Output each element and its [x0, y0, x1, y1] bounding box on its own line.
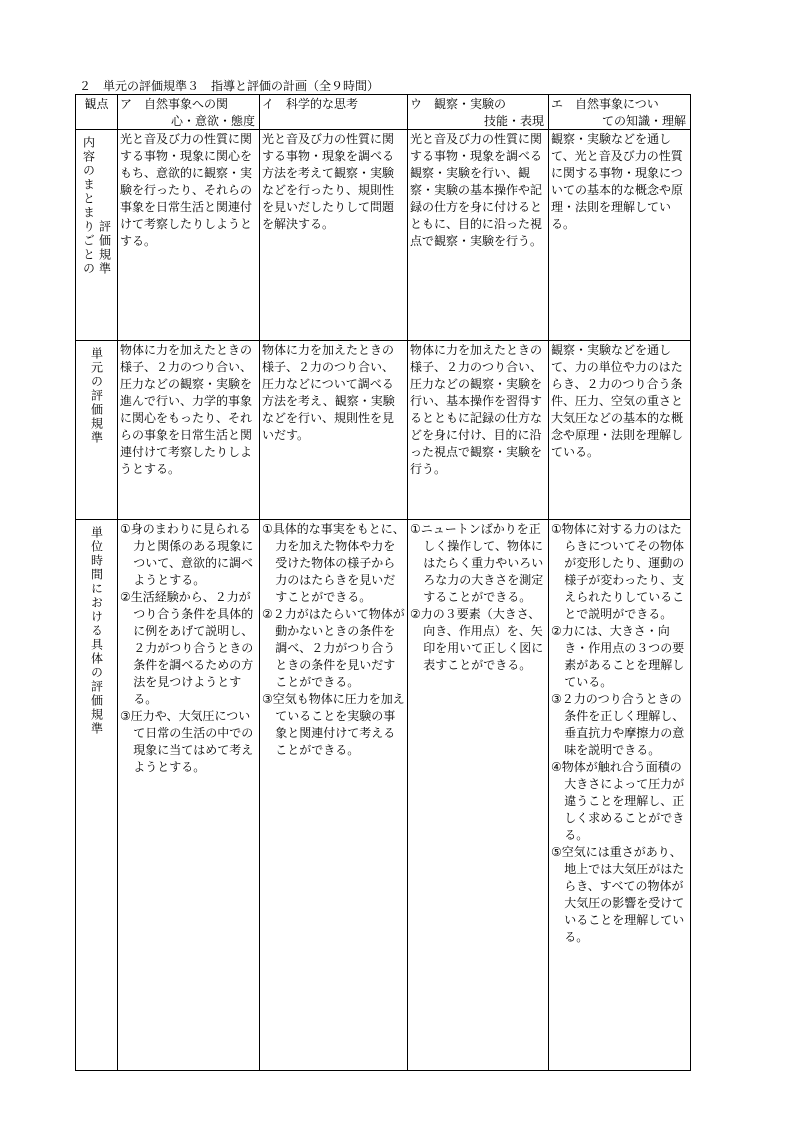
- row-lesson-criteria: [76, 520, 691, 1071]
- row-label: 単元の評価規準: [76, 341, 118, 520]
- cell-i: 光と音及び力の性質に関する事物・現象を調べる方法を考えて観察・実験などを行ったり、規則性を見いだしたりして問題を解決する。: [260, 130, 408, 341]
- row-label: [76, 130, 118, 341]
- list-item: ④物体が触れ合う面積の大きさによって圧力が違うことを理解し、正しく求めることができる。: [551, 760, 685, 842]
- header-kanten: 観点: [76, 95, 118, 130]
- header-row: [76, 95, 691, 130]
- list-item: ②力には、大きさ・向き・作用点の３つの要素があることを理解している。: [551, 624, 685, 689]
- cell-u: 光と音及び力の性質に関する事物・現象を調べる観察・実験を行い、観察・実験の基本操作や記録の仕方を身に付けるとともに、目的に沿った視点で観察・実験を行う。: [408, 130, 549, 341]
- list-item: ⑤空気には重さがあり、地上では大気圧がはたらき、すべての物体が大気圧の影響を受けていることを理解している。: [551, 845, 685, 944]
- header-a: ア 自然事象への関 心・意欲・態度: [118, 95, 260, 130]
- header-i: イ 科学的な思考: [260, 95, 408, 130]
- cell-i: [260, 520, 408, 1071]
- list-item: ②力の３要素（大きさ、向き、作用点）を、矢印を用いて正しく図に表すことができる。: [410, 607, 544, 672]
- cell-a: 光と音及び力の性質に関する事物・現象に関心をもち、意欲的に観察・実験を行ったり、それらの事象を日常生活と関連付けて考察したりしようとする。: [118, 130, 260, 341]
- list-item: ①物体に対する力のはたらきについてその物体が変形したり、運動の様子が変わったり、支えられたりしていることで説明ができる。: [551, 522, 685, 621]
- row-content-criteria: [76, 130, 691, 341]
- cell-e: 観察・実験などを通して、光と音及び力の性質に関する事物・現象についての基本的な概念や原理・法則を理解している。: [549, 130, 691, 341]
- header-e: エ 自然事象につい ての知識・理解: [549, 95, 691, 130]
- cell-a: [118, 520, 260, 1071]
- cell-e: [549, 520, 691, 1071]
- row-label-line-2: 評価規準: [97, 220, 112, 276]
- list-item: ②生活経験から、２力がつり合う条件を具体的に例をあげて説明し、２力がつり合うときの条件を調べるための方法を見つけようとする。: [120, 590, 254, 706]
- list-item: ③空気も物体に圧力を加えていることを実験の事象と関連付けて考えることができる。: [262, 692, 405, 757]
- list-item: ①ニュートンばかりを正しく操作して、物体にはたらく重力やいろいろな力の大きさを測定することができる。: [410, 522, 544, 604]
- list-item: ③圧力や、大気圧について日常の生活の中での現象に当てはめて考えようとする。: [120, 709, 254, 774]
- cell-u: [408, 520, 549, 1071]
- row-label: 単位時間における具体の評価規準: [76, 520, 118, 1071]
- cell-a: 物体に力を加えたときの様子、２力のつり合い、圧力などの観察・実験を進んで行い、力学的事象に関心をもったり、それらの事象を日常生活と関連付けて考察したりしようとする。: [118, 341, 260, 520]
- cell-i: 物体に力を加えたときの様子、２力のつり合い、圧力などについて調べる方法を考え、観察・実験などを行い、規則性を見いだす。: [260, 341, 408, 520]
- row-unit-criteria: [76, 341, 691, 520]
- list-item: ①具体的な事実をもとに、力を加えた物体や力を受けた物体の様子から力のはたらきを見いだすことができる。: [262, 522, 405, 604]
- section-title: ２ 単元の評価規準３ 指導と評価の計画（全９時間）: [79, 79, 380, 93]
- list-item: ②２力がはたらいて物体が動かないときの条件を調べ、２力がつり合うときの条件を見いだすことができる。: [262, 607, 405, 689]
- evaluation-table: [75, 94, 691, 1071]
- list-item: ③２力のつり合うときの条件を正しく理解し、垂直抗力や摩擦力の意味を説明できる。: [551, 692, 685, 757]
- header-u: ウ 観察・実験の 技能・表現: [408, 95, 549, 130]
- row-label-line-1: 内容のまとまりごとの: [81, 136, 96, 276]
- cell-u: 物体に力を加えたときの様子、２力のつり合い、圧力などの観察・実験を行い、基本操作を習得するとともに記録の仕方などを身に付け、目的に沿った視点で観察・実験を行う。: [408, 341, 549, 520]
- list-item: ①身のまわりに見られる力と関係のある現象について、意欲的に調べようとする。: [120, 522, 254, 587]
- cell-e: 観察・実験などを通して、力の単位や力のはたらき、２力のつり合う条件、圧力、空気の重さと大気圧などの基本的な概念や原理・法則を理解している。: [549, 341, 691, 520]
